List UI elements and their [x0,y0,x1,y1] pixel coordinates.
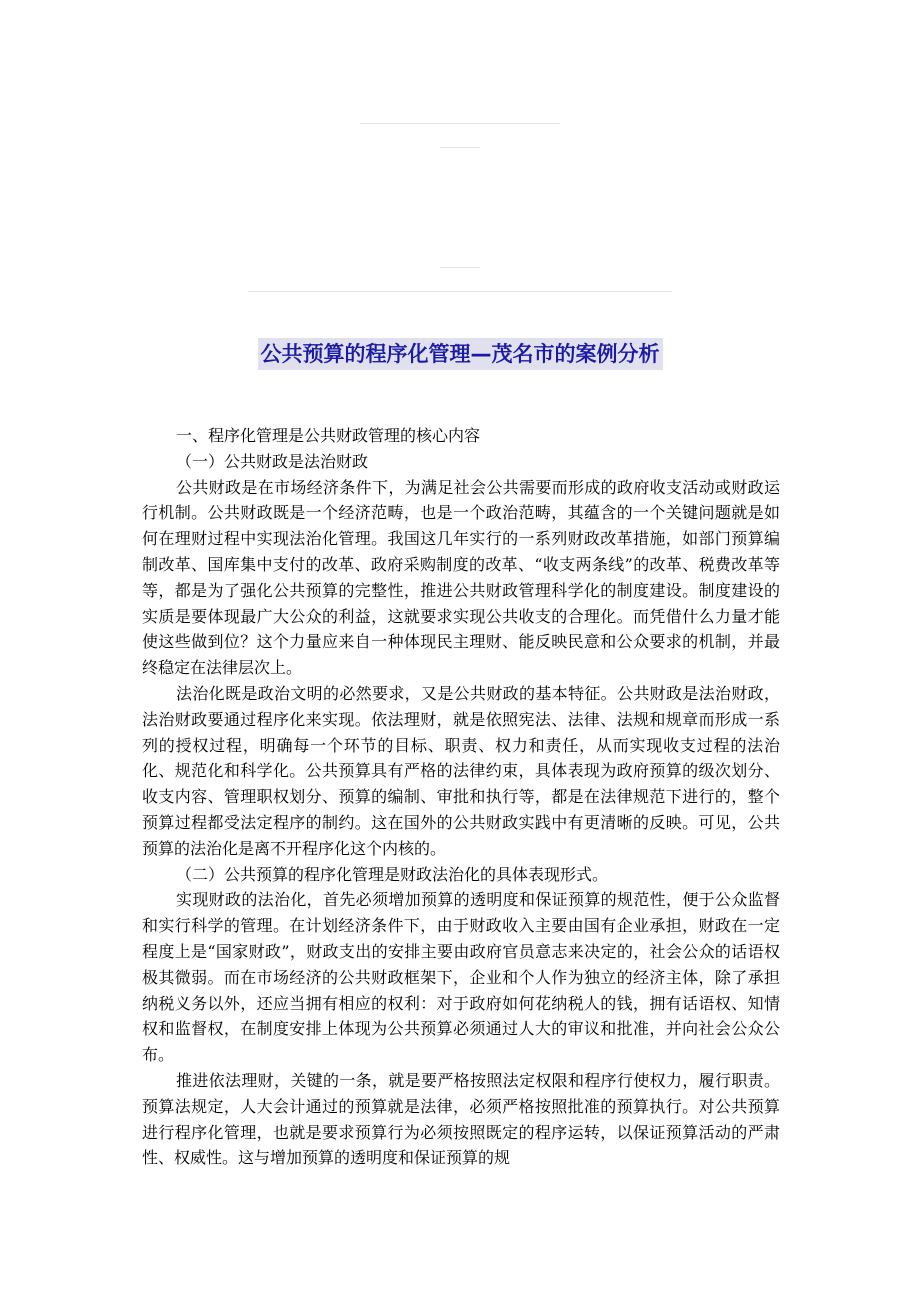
document-title[interactable]: 公共预算的程序化管理—茂名市的案例分析 [258,338,663,370]
header-rule-short [440,147,480,148]
paragraph-1: 公共财政是在市场经济条件下，为满足社会公共需要而形成的政府收支活动或财政运行机制。公共财政既是一个经济范畴，也是一个政治范畴，其蕴含的一个关键问题就是如何在理财过程中实现法治化管理。我国这几年实行的一系列财政改革措施，如部门预算编制改革、国库集中支付的改革、政府采购制度的改革、“收支两条线”的改革、税费改革等等，都是为了强化公共预算的完整性，推进公共财政管理科学化的制度建设。制度建设的实质是要体现最广大公众的利益，这就要求实现公共收支的合理化。而凭借什么力量才能使这些做到位？这个力量应来自一种体现民主理财、能反映民意和公众要求的机制，并最终稳定在法律层次上。 [142,477,780,678]
document-body [142,423,780,1171]
paragraph-3: 实现财政的法治化，首先必须增加预算的透明度和保证预算的规范性，便于公众监督和实行科学的管理。在计划经济条件下，由于财政收入主要由国有企业承担，财政在一定程度上是“国家财政”，财政支出的安排主要由政府官员意志来决定的，社会公众的话语权极其微弱。而在市场经济的公共财政框架下，企业和个人作为独立的经济主体，除了承担纳税义务以外，还应当拥有相应的权利：对于政府如何花纳税人的钱，拥有话语权、知情权和监督权，在制度安排上体现为公共预算必须通过人大的审议和批准，并向社会公众公布。 [142,890,780,1065]
header-rule-bottom [248,291,672,292]
paragraph-4: 推进依法理财，关键的一条，就是要严格按照法定权限和程序行使权力，履行职责。预算法规定，人大会计通过的预算就是法律，必须严格按照批准的预算执行。对公共预算进行程序化管理，也就是要求预算行为必须按照既定的程序运转，以保证预算活动的严肃性、权威性。这与增加预算的透明度和保证预算的规 [142,1070,780,1168]
title-container [0,338,920,370]
paragraph-2: 法治化既是政治文明的必然要求，又是公共财政的基本特征。公共财政是法治财政，法治财政要通过程序化来实现。依法理财，就是依照宪法、法律、法规和规章而形成一系列的授权过程，明确每一个环节的目标、职责、权力和责任，从而实现收支过程的法治化、规范化和科学化。公共预算具有严格的法律约束，具体表现为政府预算的级次划分、收支内容、管理职权划分、预算的编制、审批和执行等，都是在法律规范下进行的，整个预算过程都受法定程序的制约。这在国外的公共财政实践中有更清晰的反映。可见，公共预算的法治化是离不开程序化这个内核的。 [142,683,780,858]
section-heading-1: 一、程序化管理是公共财政管理的核心内容 [176,426,481,445]
header-rule-top [360,123,560,124]
subsection-heading-2: （二）公共预算的程序化管理是财政法治化的具体表现形式。 [176,864,609,884]
subsection-heading-1: （一）公共财政是法治财政 [176,451,369,471]
header-rule-short-lower [440,267,480,268]
